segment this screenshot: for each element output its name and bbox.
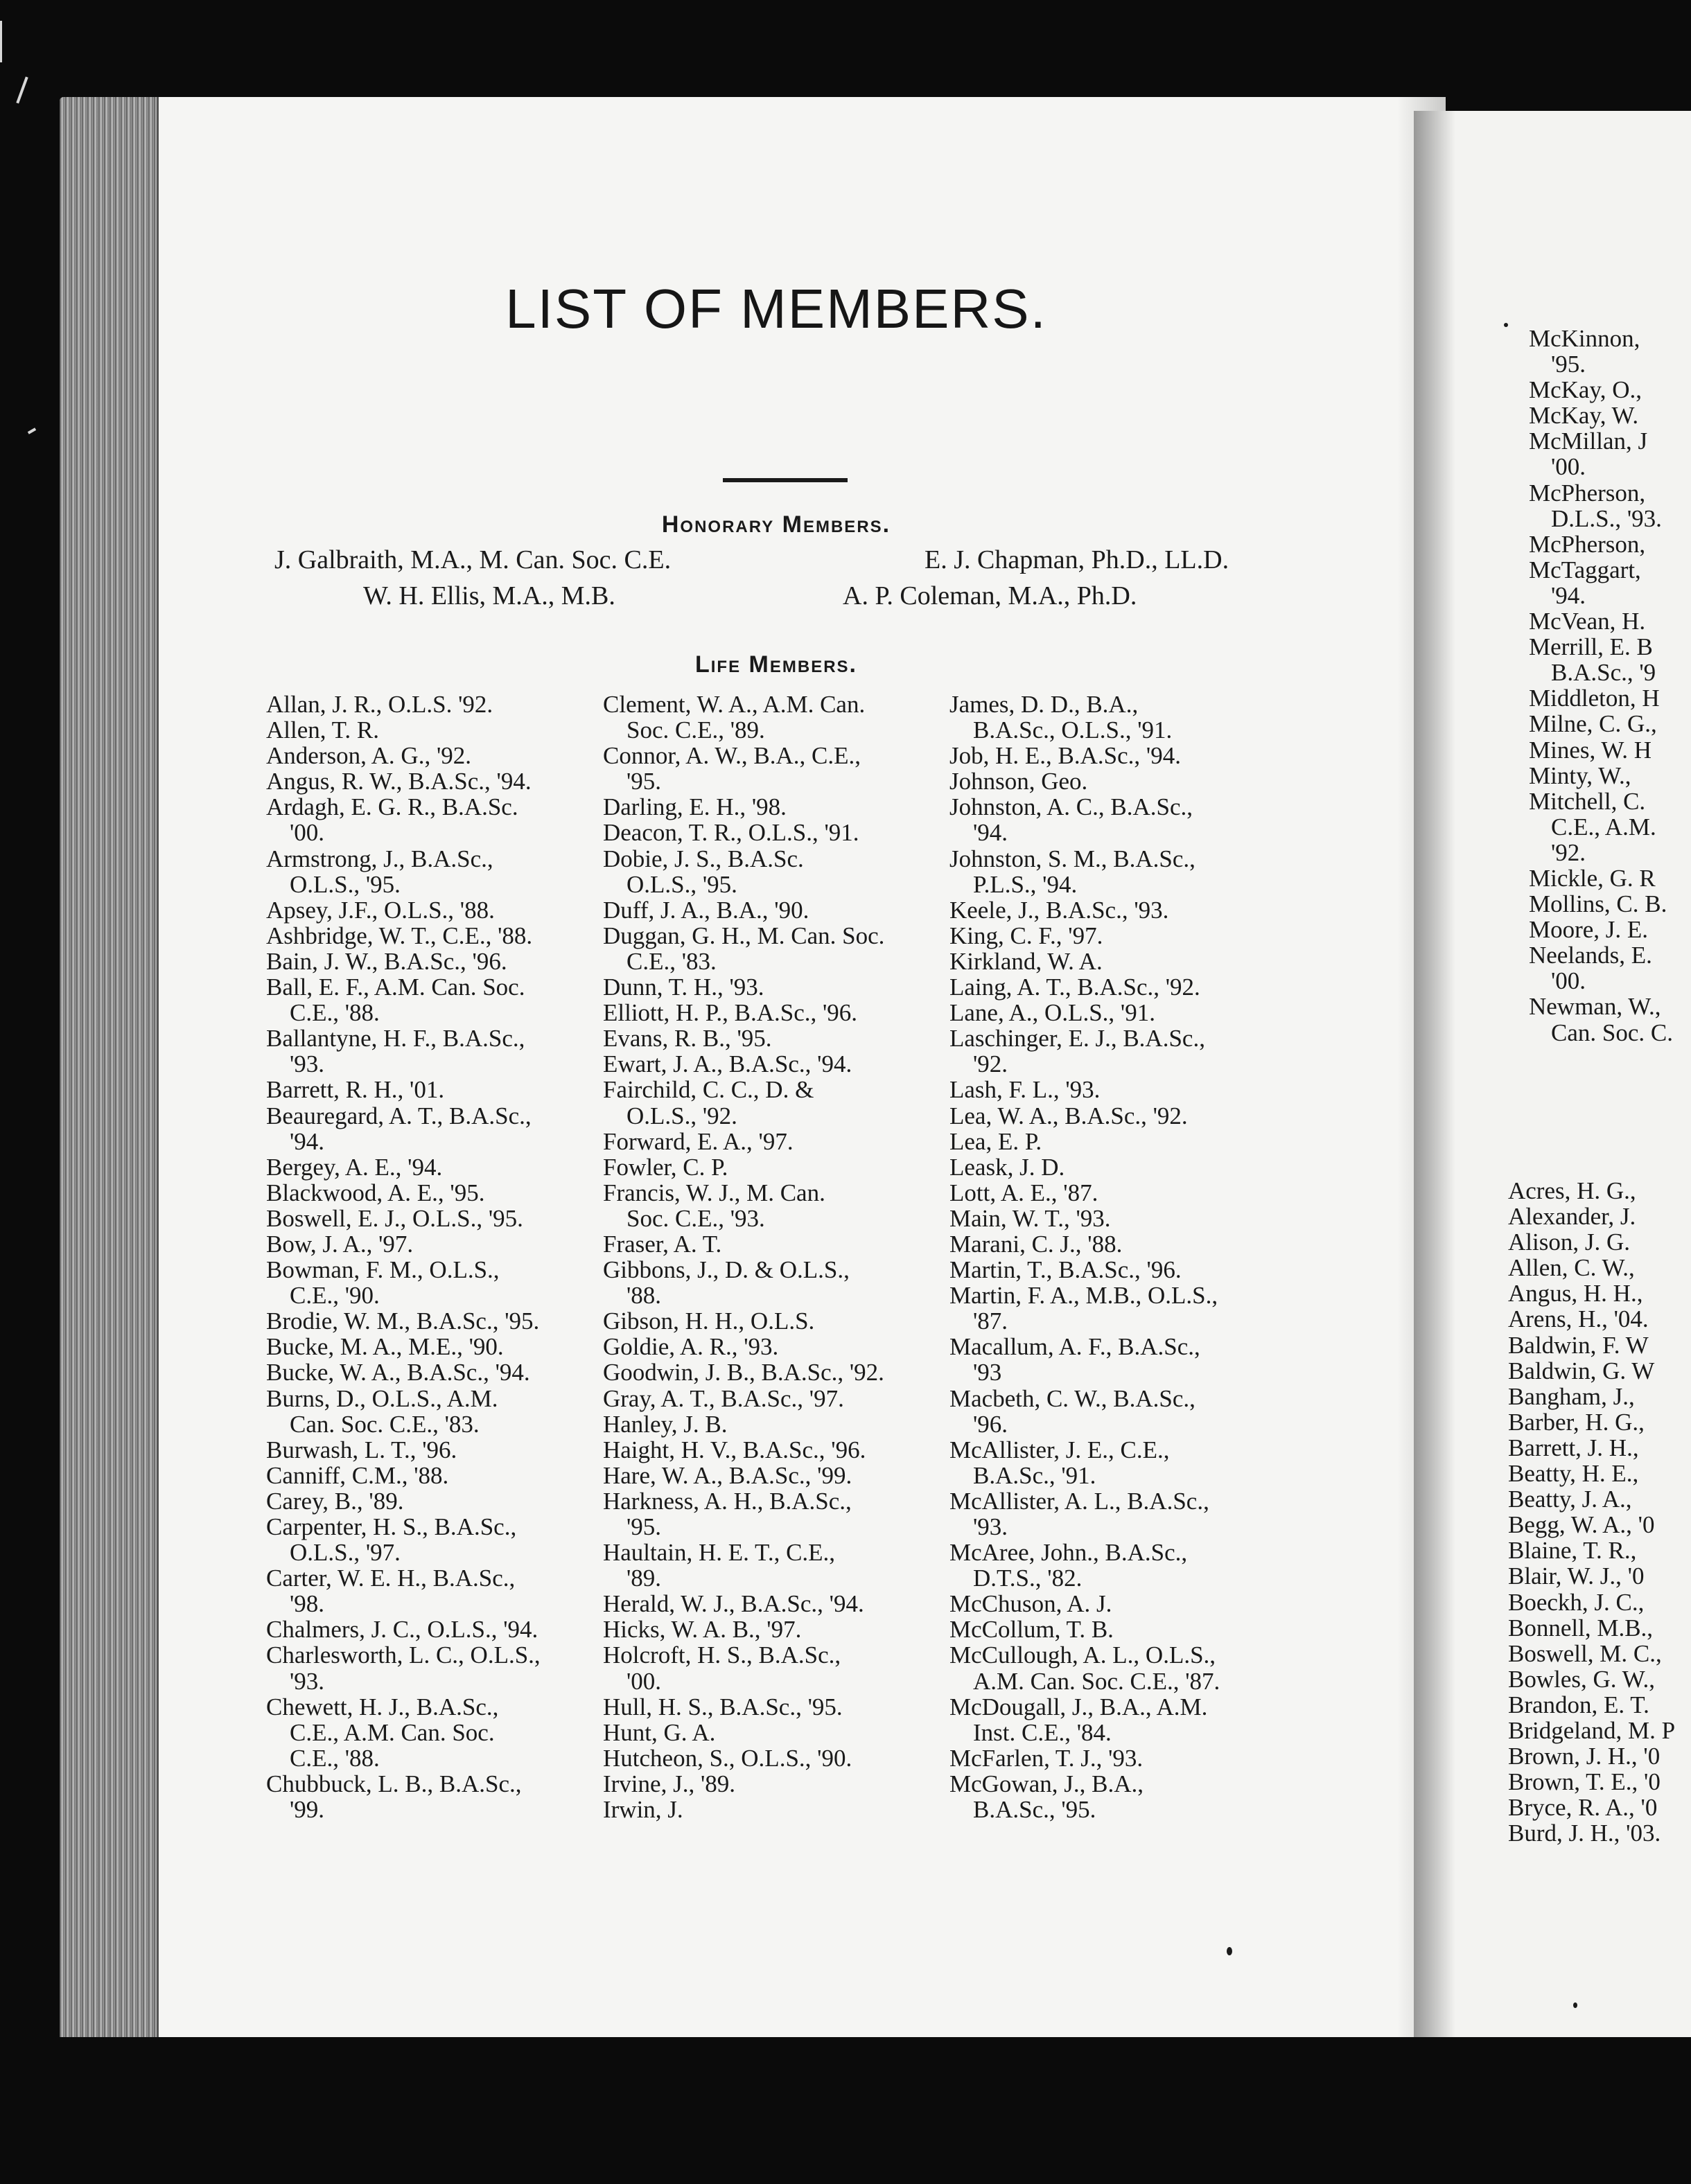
member-entry: McVean, H.	[1529, 608, 1646, 635]
member-entry: Lea, E. P.	[949, 1127, 1042, 1155]
member-entry: Darling, E. H., '98.	[603, 793, 787, 821]
member-entry: Moore, J. E.	[1529, 916, 1649, 944]
member-entry: B.A.Sc., O.L.S., '91.	[973, 716, 1173, 744]
member-entry: Francis, W. J., M. Can.	[603, 1179, 825, 1206]
member-entry: A.M. Can. Soc. C.E., '87.	[973, 1667, 1220, 1695]
members-column-3	[949, 692, 1220, 1822]
members-column-1	[266, 692, 541, 1822]
member-entry: Hunt, G. A.	[603, 1718, 716, 1746]
member-entry: Bonnell, M.B.,	[1508, 1614, 1654, 1641]
member-entry: Keele, J., B.A.Sc., '93.	[949, 896, 1169, 924]
member-entry: C.E., A.M. Can. Soc.	[290, 1718, 495, 1746]
member-entry: Burd, J. H., '03.	[1508, 1820, 1661, 1847]
page-title: LIST OF MEMBERS.	[505, 278, 1047, 340]
member-entry: Minty, W.,	[1529, 761, 1631, 789]
member-entry: Milne, C. G.,	[1529, 710, 1657, 738]
honorary-member: E. J. Chapman, Ph.D., LL.D.	[925, 545, 1229, 574]
member-entry: Barrett, R. H., '01.	[266, 1076, 445, 1104]
member-entry: '00.	[1551, 453, 1586, 481]
member-entry: Mickle, G. R	[1529, 864, 1656, 892]
honorary-member: W. H. Ellis, M.A., M.B.	[363, 581, 615, 610]
member-entry: Brown, J. H., '0	[1508, 1743, 1661, 1770]
member-entry: Job, H. E., B.A.Sc., '94.	[949, 742, 1181, 770]
member-entry: Duggan, G. H., M. Can. Soc.	[603, 922, 885, 949]
member-entry: Baldwin, F. W	[1508, 1331, 1649, 1359]
film-scratch	[28, 428, 36, 434]
member-entry: Laschinger, E. J., B.A.Sc.,	[949, 1025, 1205, 1053]
member-entry: Gibbons, J., D. & O.L.S.,	[603, 1256, 850, 1284]
member-entry: Beauregard, A. T., B.A.Sc.,	[266, 1102, 532, 1129]
member-entry: Ardagh, E. G. R., B.A.Sc.	[266, 793, 518, 821]
member-entry: Lane, A., O.L.S., '91.	[949, 999, 1155, 1027]
member-entry: Lash, F. L., '93.	[949, 1076, 1101, 1104]
member-entry: Hull, H. S., B.A.Sc., '95.	[603, 1693, 843, 1720]
member-entry: Herald, W. J., B.A.Sc., '94.	[603, 1590, 864, 1618]
member-entry: Hanley, J. B.	[603, 1410, 728, 1438]
right-upper-column	[1529, 326, 1673, 1046]
member-entry: Chewett, H. J., B.A.Sc.,	[266, 1693, 499, 1720]
member-entry: Elliott, H. P., B.A.Sc., '96.	[603, 999, 858, 1027]
life-heading: Life Members.	[695, 651, 857, 678]
member-entry: Laing, A. T., B.A.Sc., '92.	[949, 974, 1200, 1001]
member-entry: Johnston, A. C., B.A.Sc.,	[949, 793, 1193, 821]
title-rule	[723, 478, 848, 482]
member-entry: McMillan, J	[1529, 428, 1648, 455]
member-entry: Acres, H. G.,	[1508, 1177, 1636, 1204]
member-entry: '93.	[973, 1513, 1008, 1540]
member-entry: Forward, E. A., '97.	[603, 1127, 794, 1155]
member-entry: Bain, J. W., B.A.Sc., '96.	[266, 947, 507, 975]
member-entry: '94.	[1551, 581, 1586, 609]
member-entry: Neelands, E.	[1529, 942, 1652, 969]
member-entry: Hare, W. A., B.A.Sc., '99.	[603, 1461, 852, 1489]
member-entry: '95.	[627, 1513, 662, 1540]
member-entry: Armstrong, J., B.A.Sc.,	[266, 845, 493, 872]
film-scratch	[16, 77, 28, 104]
member-entry: Duff, J. A., B.A., '90.	[603, 896, 809, 924]
member-entry: Apsey, J.F., O.L.S., '88.	[266, 896, 495, 924]
member-entry: James, D. D., B.A.,	[949, 691, 1139, 718]
member-entry: Boeckh, J. C.,	[1508, 1588, 1645, 1616]
member-entry: Fairchild, C. C., D. &	[603, 1076, 814, 1104]
member-entry: P.L.S., '94.	[973, 870, 1078, 898]
member-entry: Can. Soc. C.	[1551, 1019, 1673, 1046]
member-entry: Inst. C.E., '84.	[973, 1718, 1112, 1746]
member-entry: Angus, R. W., B.A.Sc., '94.	[266, 768, 532, 795]
member-entry: Bucke, W. A., B.A.Sc., '94.	[266, 1359, 530, 1386]
member-entry: Irvine, J., '89.	[603, 1770, 735, 1797]
member-entry: McCollum, T. B.	[949, 1616, 1114, 1644]
member-entry: McTaggart,	[1529, 556, 1641, 583]
member-entry: Burwash, L. T., '96.	[266, 1436, 457, 1463]
member-entry: Goodwin, J. B., B.A.Sc., '92.	[603, 1359, 884, 1386]
member-entry: Haight, H. V., B.A.Sc., '96.	[603, 1436, 866, 1463]
member-entry: '94.	[290, 1127, 325, 1155]
member-entry: '87.	[973, 1307, 1008, 1335]
member-entry: Blaine, T. R.,	[1508, 1537, 1637, 1565]
member-entry: McKinnon,	[1529, 325, 1640, 352]
member-entry: C.E., '90.	[290, 1282, 380, 1310]
page-edges	[60, 97, 157, 2037]
member-entry: Chalmers, J. C., O.L.S., '94.	[266, 1616, 538, 1644]
member-entry: Clement, W. A., A.M. Can.	[603, 691, 866, 718]
member-entry: Carpenter, H. S., B.A.Sc.,	[266, 1513, 517, 1540]
member-entry: Mitchell, C.	[1529, 787, 1646, 815]
member-entry: Ball, E. F., A.M. Can. Soc.	[266, 974, 525, 1001]
member-entry: McAllister, A. L., B.A.Sc.,	[949, 1487, 1209, 1515]
member-entry: Soc. C.E., '93.	[627, 1204, 765, 1232]
member-entry: Middleton, H	[1529, 685, 1660, 712]
member-entry: Soc. C.E., '89.	[627, 716, 765, 744]
ink-speck	[1504, 323, 1508, 327]
member-entry: Leask, J. D.	[949, 1153, 1065, 1181]
member-entry: Baldwin, G. W	[1508, 1357, 1655, 1384]
member-entry: C.E., A.M.	[1551, 813, 1656, 840]
member-entry: '98.	[290, 1590, 325, 1618]
member-entry: Marani, C. J., '88.	[949, 1230, 1123, 1258]
member-entry: Blair, W. J., '0	[1508, 1562, 1645, 1590]
member-entry: Mines, W. H	[1529, 736, 1651, 764]
member-entry: O.L.S., '97.	[290, 1539, 401, 1567]
member-entry: '93.	[290, 1050, 325, 1078]
member-entry: Alison, J. G.	[1508, 1228, 1630, 1256]
member-entry: Merrill, E. B	[1529, 633, 1653, 661]
member-entry: McAllister, J. E., C.E.,	[949, 1436, 1170, 1463]
member-entry: B.A.Sc., '91.	[973, 1461, 1096, 1489]
member-entry: Allen, C. W.,	[1508, 1254, 1635, 1282]
member-entry: C.E., '83.	[627, 947, 717, 975]
member-entry: '93.	[290, 1667, 325, 1695]
member-entry: Bridgeland, M. P	[1508, 1716, 1676, 1744]
member-entry: Brandon, E. T.	[1508, 1691, 1649, 1718]
member-entry: Macallum, A. F., B.A.Sc.,	[949, 1333, 1200, 1361]
member-entry: Haultain, H. E. T., C.E.,	[603, 1539, 836, 1567]
member-entry: Allan, J. R., O.L.S. '92.	[266, 691, 493, 718]
page-shadow	[1414, 111, 1455, 2037]
member-entry: Bangham, J.,	[1508, 1382, 1635, 1410]
member-entry: C.E., '88.	[290, 1744, 380, 1772]
member-entry: Newman, W.,	[1529, 993, 1661, 1021]
member-entry: Connor, A. W., B.A., C.E.,	[603, 742, 861, 770]
member-entry: Barber, H. G.,	[1508, 1408, 1645, 1436]
member-entry: '93	[973, 1359, 1002, 1386]
member-entry: O.L.S., '92.	[627, 1102, 737, 1129]
ink-speck	[1227, 1947, 1232, 1955]
member-entry: Macbeth, C. W., B.A.Sc.,	[949, 1384, 1195, 1412]
member-entry: B.A.Sc., '95.	[973, 1796, 1096, 1824]
member-entry: Bowles, G. W.,	[1508, 1665, 1655, 1693]
member-entry: Dunn, T. H., '93.	[603, 974, 764, 1001]
member-entry: Martin, F. A., M.B., O.L.S.,	[949, 1282, 1218, 1310]
member-entry: McChuson, A. J.	[949, 1590, 1112, 1618]
member-entry: Alexander, J.	[1508, 1203, 1636, 1231]
member-entry: '94.	[973, 819, 1008, 847]
member-entry: C.E., '88.	[290, 999, 380, 1027]
member-entry: Holcroft, H. S., B.A.Sc.,	[603, 1641, 841, 1669]
member-entry: Lea, W. A., B.A.Sc., '92.	[949, 1102, 1188, 1129]
member-entry: McDougall, J., B.A., A.M.	[949, 1693, 1208, 1720]
member-entry: Blackwood, A. E., '95.	[266, 1179, 485, 1206]
member-entry: '00.	[290, 819, 325, 847]
member-entry: McKay, W.	[1529, 402, 1639, 430]
member-entry: '99.	[290, 1796, 325, 1824]
member-entry: McPherson,	[1529, 479, 1646, 507]
member-entry: McKay, O.,	[1529, 376, 1642, 404]
member-entry: Hutcheon, S., O.L.S., '90.	[603, 1744, 852, 1772]
member-entry: '88.	[627, 1282, 662, 1310]
member-entry: Carey, B., '89.	[266, 1487, 404, 1515]
member-entry: D.L.S., '93.	[1551, 504, 1662, 532]
member-entry: B.A.Sc., '9	[1551, 659, 1656, 687]
ink-speck	[1573, 2002, 1577, 2008]
member-entry: '92.	[1551, 838, 1586, 866]
member-entry: King, C. F., '97.	[949, 922, 1103, 949]
member-entry: McPherson,	[1529, 530, 1646, 558]
member-entry: Arens, H., '04.	[1508, 1305, 1649, 1333]
member-entry: McFarlen, T. J., '93.	[949, 1744, 1144, 1772]
member-entry: '95.	[1551, 351, 1586, 378]
member-entry: Evans, R. B., '95.	[603, 1025, 772, 1053]
member-entry: Begg, W. A., '0	[1508, 1511, 1655, 1539]
right-lower-column	[1508, 1178, 1675, 1846]
honorary-heading: Honorary Members.	[661, 511, 891, 538]
member-entry: Ashbridge, W. T., C.E., '88.	[266, 922, 533, 949]
member-entry: Brodie, W. M., B.A.Sc., '95.	[266, 1307, 540, 1335]
member-entry: McGowan, J., B.A.,	[949, 1770, 1144, 1797]
member-entry: Hicks, W. A. B., '97.	[603, 1616, 802, 1644]
member-entry: Irwin, J.	[603, 1796, 683, 1824]
member-entry: '95.	[627, 768, 662, 795]
member-entry: Gray, A. T., B.A.Sc., '97.	[603, 1384, 844, 1412]
member-entry: Boswell, M. C.,	[1508, 1639, 1662, 1667]
member-entry: Main, W. T., '93.	[949, 1204, 1111, 1232]
member-entry: '00.	[1551, 967, 1586, 995]
member-entry: Deacon, T. R., O.L.S., '91.	[603, 819, 859, 847]
honorary-member: J. Galbraith, M.A., M. Can. Soc. C.E.	[274, 545, 672, 574]
member-entry: Burns, D., O.L.S., A.M.	[266, 1384, 498, 1412]
member-entry: Beatty, J. A.,	[1508, 1486, 1632, 1513]
member-entry: Johnston, S. M., B.A.Sc.,	[949, 845, 1195, 872]
member-entry: Beatty, H. E.,	[1508, 1460, 1639, 1488]
member-entry: Bergey, A. E., '94.	[266, 1153, 443, 1181]
member-entry: McAree, John., B.A.Sc.,	[949, 1539, 1188, 1567]
member-entry: O.L.S., '95.	[290, 870, 401, 898]
honorary-member: A. P. Coleman, M.A., Ph.D.	[843, 581, 1137, 610]
member-entry: Fowler, C. P.	[603, 1153, 728, 1181]
member-entry: Boswell, E. J., O.L.S., '95.	[266, 1204, 523, 1232]
member-entry: Charlesworth, L. C., O.L.S.,	[266, 1641, 541, 1669]
member-entry: Gibson, H. H., O.L.S.	[603, 1307, 815, 1335]
member-entry: Martin, T., B.A.Sc., '96.	[949, 1256, 1182, 1284]
member-entry: Bryce, R. A., '0	[1508, 1794, 1658, 1822]
member-entry: Kirkland, W. A.	[949, 947, 1103, 975]
member-entry: '00.	[627, 1667, 662, 1695]
member-entry: Lott, A. E., '87.	[949, 1179, 1098, 1206]
member-entry: Brown, T. E., '0	[1508, 1768, 1661, 1796]
member-entry: Ewart, J. A., B.A.Sc., '94.	[603, 1050, 852, 1078]
member-entry: '92.	[973, 1050, 1008, 1078]
member-entry: McCullough, A. L., O.L.S.,	[949, 1641, 1216, 1669]
member-entry: Can. Soc. C.E., '83.	[290, 1410, 480, 1438]
member-entry: Ballantyne, H. F., B.A.Sc.,	[266, 1025, 525, 1053]
member-entry: '89.	[627, 1565, 662, 1592]
member-entry: Dobie, J. S., B.A.Sc.	[603, 845, 804, 872]
member-entry: Johnson, Geo.	[949, 768, 1088, 795]
member-entry: Bowman, F. M., O.L.S.,	[266, 1256, 500, 1284]
member-entry: Fraser, A. T.	[603, 1230, 722, 1258]
film-scratch	[0, 21, 2, 62]
member-entry: Bucke, M. A., M.E., '90.	[266, 1333, 504, 1361]
member-entry: Allen, T. R.	[266, 716, 380, 744]
member-entry: Anderson, A. G., '92.	[266, 742, 472, 770]
member-entry: Chubbuck, L. B., B.A.Sc.,	[266, 1770, 522, 1797]
member-entry: Carter, W. E. H., B.A.Sc.,	[266, 1565, 516, 1592]
member-entry: Bow, J. A., '97.	[266, 1230, 414, 1258]
member-entry: '96.	[973, 1410, 1008, 1438]
member-entry: O.L.S., '95.	[627, 870, 737, 898]
member-entry: Barrett, J. H.,	[1508, 1434, 1639, 1461]
member-entry: Mollins, C. B.	[1529, 890, 1667, 918]
member-entry: Goldie, A. R., '93.	[603, 1333, 779, 1361]
member-entry: Angus, H. H.,	[1508, 1280, 1643, 1307]
member-entry: D.T.S., '82.	[973, 1565, 1083, 1592]
member-entry: Canniff, C.M., '88.	[266, 1461, 449, 1489]
member-entry: Harkness, A. H., B.A.Sc.,	[603, 1487, 852, 1515]
members-column-2	[603, 692, 884, 1822]
